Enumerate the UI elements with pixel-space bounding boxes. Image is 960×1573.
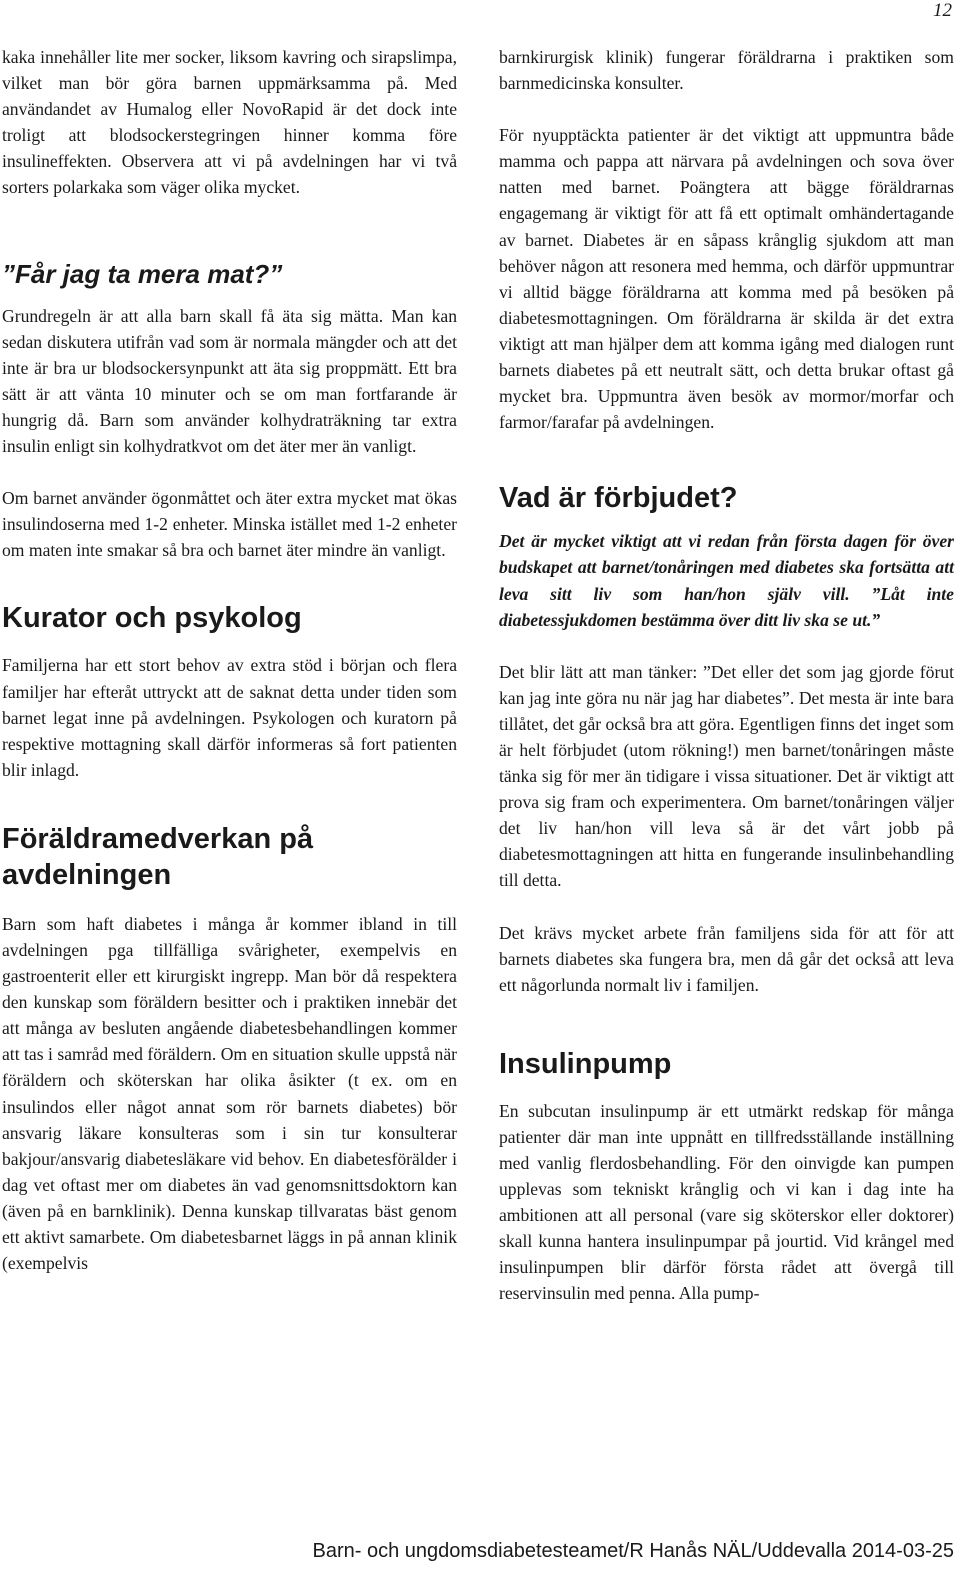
left-column — [2, 44, 457, 1276]
paragraph-insulinpump: En subcutan insulinpump är ett utmärkt redskap för många patienter där man inte uppnått en tillfredsställande inställning med vanlig flerdosbehandling. För den oinvigde kan pumpen upplevas som tekniskt krånglig och vi kan i dag inte ha ambitionen att all personal (vare sig sköterskor eller doktorer) skall kunna hantera insulinpumpar på jourtid. Vid krångel med insulinpumpen blir därför första rådet att övergå till reservinsulin med penna. Alla pump- — [499, 1100, 954, 1304]
paragraph-kurator: Familjerna har ett stort behov av extra stöd i början och flera familjer har efteråt uttryckt att de saknat detta under tiden som barnet legat inne på avdelningen. Psykologen och kuratorn på respektive mottagning skall därför informeras så fort patienten blir inlagd. — [2, 655, 457, 780]
page-footer: Barn- och ungdomsdiabetesteamet/R Hanås NÄL/Uddevalla 2014-03-25 — [312, 1540, 954, 1562]
page-number: 12 — [933, 0, 952, 21]
paragraph-forbjudet-1: Det blir lätt att man tänker: ”Det eller det som jag gjorde förut kan jag inte göra nu när jag har diabetes”. Det mesta är inte bara tillåtet, det går också bra att göra. Egentligen finns det inget som är helt förbjudet (utom rökning!) men barnet/tonåringen måste tänka sig för mer än tidigare i vissa situationer. Det är viktigt att prova sig fram och experimentera. Om barnet/tonåringen väljer det liv han/hon vill leva så är det vårt jobb på diabetesmottagningen att hitta en fungerande insulinbehandling till detta. — [499, 661, 954, 891]
paragraph-grundregeln: Grundregeln är att alla barn skall få äta sig mätta. Man kan sedan diskutera utifrån vad som är normala mängder och att det inte är bra ur blodsockersynpunkt att äta sig proppmätt. Ett bra sätt är att vänta 10 minuter och se om man fortfarande är hungrig då. Barn som använder kolhydraträkning tar extra insulin enligt sin kolhydratkvot om det äter mer än vanligt. — [2, 305, 457, 457]
paragraph-polarkaka: kaka innehåller lite mer socker, liksom kavring och sirapslimpa, vilket man bör göra barnen uppmärksamma på. Med användandet av Humalog eller NovoRapid är det dock inte troligt att blodsockerstegringen hinner komma före insulineffekten. Observera att vi på avdelningen har vi två sorters polarkaka som väger olika mycket. — [2, 47, 457, 198]
paragraph-foraldramedverkan: Barn som haft diabetes i många år kommer ibland in till avdelningen pga tillfälliga svårigheter, exempelvis en gastroenterit eller ett kirurgiskt ingrepp. Man bör då respektera den kunskap som föräldern besitter och i praktiken innebär det att många av besluten angående diabetesbehandlingen kommer att tas i samråd med föräldern. Om en situation skulle uppstå när föräldern och sköterskan har olika åsikter (t ex. om en insulindos eller något annat som rör barnets diabetes) bör ansvarig läkare konsulteras som i sin tur konsulterar bakjour/ansvarig diabetesläkare vid behov. En diabetesförälder i dag vet oftast mer om diabetes än vad genomsnittsdoktorn kan (även på en barnklinik). Denna kunskap tillvaratas bäst genom ett aktivt samarbete. Om diabetesbarnet läggs in på annan klinik (exempelvis — [2, 913, 457, 1274]
paragraph-forbjudet-2: Det krävs mycket arbete från familjens sida för att för att barnets diabetes ska fungera bra, men då går det också att leva ett någorlunda normalt liv i familjen. — [499, 922, 954, 995]
heading-kurator-och-psykolog: Kurator och psykolog — [2, 602, 302, 635]
heading-vad-ar-forbjudet: Vad är förbjudet? — [499, 482, 738, 515]
heading-insulinpump: Insulinpump — [499, 1047, 672, 1080]
paragraph-lead-budskap: Det är mycket viktigt att vi redan från första dagen för över budskapet att barnet/tonåringen med diabetes ska fortsätta att leva sitt liv som han/hon själv vill. ”Låt inte diabetessjukdomen bestämma över ditt liv ska se ut.” — [499, 531, 954, 630]
right-column — [499, 44, 954, 1307]
paragraph-barnkirurgisk: barnkirurgisk klinik) fungerar föräldrarna i praktiken som barnmedicinska konsulter. — [499, 47, 954, 94]
heading-fa-ta-mera-mat: ”Får jag ta mera mat?” — [2, 258, 283, 289]
paragraph-ogonmattet: Om barnet använder ögonmåttet och äter extra mycket mat ökas insulindoserna med 1-2 enheter. Minska istället med 1-2 enheter om maten inte smakar så bra och barnet äter mindre än vanligt. — [2, 488, 457, 561]
paragraph-nyupptackta: För nyupptäckta patienter är det viktigt att uppmuntra både mamma och pappa att närvara på avdelningen och sova över natten med barnet. Poängtera att bägge föräldrarnas engagemang är viktigt för att få ett optimalt omhändertagande av barnet. Diabetes är en såpass krånglig sjukdom att man behöver någon att resonera med hemma, och därför uppmuntrar vi alltid bägge föräldrarna att komma med på besöken på diabetesmottagningen. Om föräldrarna är skilda är det extra viktigt att man hjälper dem att komma igång med dialogen runt barnets diabetes på ett neutralt sätt, och detta brukar oftast gå mycket bra. Uppmuntra även besök av mormor/morfar och farmor/farafar på avdelningen. — [499, 125, 954, 433]
heading-foraldramedverkan: Föräldramedverkan på avdelningen — [2, 822, 314, 891]
